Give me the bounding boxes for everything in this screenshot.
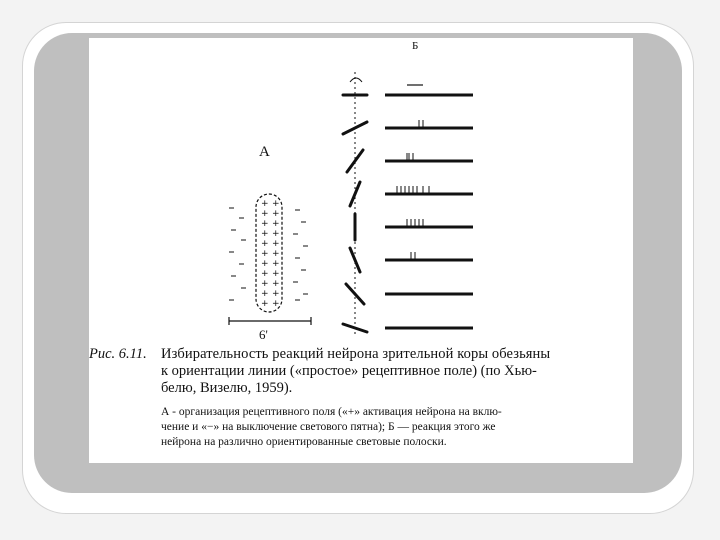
plus-sign: + (272, 299, 280, 309)
plus-sign: + (272, 279, 280, 289)
plus-sign: + (272, 219, 280, 229)
oriented-bar (343, 324, 367, 332)
response-traces (385, 95, 473, 328)
plus-sign: + (261, 289, 269, 299)
caption-prefix: Рис. 6.11. (89, 346, 147, 362)
width-label: 6' (259, 327, 268, 342)
label-b: Б (412, 40, 419, 52)
plus-sign: + (272, 249, 280, 259)
plus-sign: + (261, 209, 269, 219)
plus-sign: + (261, 299, 269, 309)
plus-sign: + (261, 249, 269, 259)
plus-sign: + (261, 229, 269, 239)
caption-note-line2: чение и «−» на выключение светового пятна); Б — реакция этого же (161, 421, 496, 433)
caption-note-line1: А - организация рецептивного поля («+» активация нейрона на вклю- (161, 406, 502, 418)
oriented-bars (343, 95, 367, 332)
plus-sign: + (261, 259, 269, 269)
plus-sign: + (272, 229, 280, 239)
plus-sign: + (272, 199, 280, 209)
rotation-arrow (350, 78, 362, 82)
plus-sign: + (261, 219, 269, 229)
scanned-figure (89, 38, 633, 463)
plus-sign: + (272, 289, 280, 299)
caption-note-line3: нейрона на различно ориентированные световые полоски. (161, 436, 447, 448)
label-a: А (259, 144, 270, 160)
plus-signs (261, 199, 280, 309)
plus-sign: + (261, 239, 269, 249)
plus-sign: + (261, 269, 269, 279)
caption-heading-line3: белю, Визелю, 1959). (161, 380, 293, 396)
width-scale (229, 317, 311, 325)
plus-sign: + (272, 239, 280, 249)
plus-sign: + (272, 269, 280, 279)
caption-heading-line2: к ориентации линии («простое» рецептивное поле) (по Хью- (161, 363, 537, 379)
plus-sign: + (261, 279, 269, 289)
plus-sign: + (261, 199, 269, 209)
plus-sign: + (272, 259, 280, 269)
plus-sign: + (272, 209, 280, 219)
caption-heading-line1: Избирательность реакций нейрона зрительной коры обезьяны (161, 346, 551, 362)
figure-diagram (89, 38, 633, 338)
